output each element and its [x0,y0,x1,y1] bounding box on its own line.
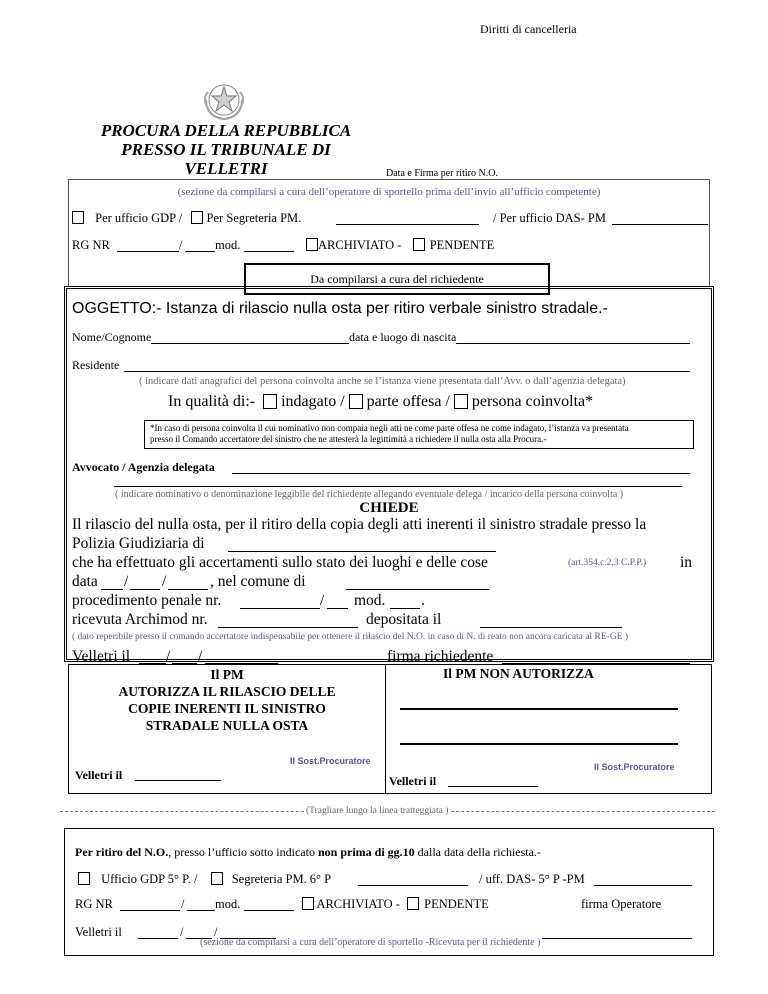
velletri-right-field[interactable] [448,786,538,787]
velletri-right-label: Velletri il [389,774,437,788]
chiede-heading: CHIEDE [359,500,419,516]
office-line-2: PRESSO IL TRIBUNALE DI [121,140,331,159]
data-firma-label: Data e Firma per ritiro N.O. [386,168,498,179]
emblem-icon [200,78,248,122]
receipt-rg-label: RG NR [75,897,113,911]
mod-label: mod. [215,238,241,252]
art-note: (art.354,c.2,3 C.P.P.) [568,558,647,568]
receipt-velletri-label: Velletri il [75,925,122,939]
receipt-velletri-slash-2: / [214,925,218,939]
receipt-rg-slash: / [181,897,185,911]
paragraph-line-1: Il rilascio del nulla osta, per il ritiro della copia degli atti inerenti il sinistro stradale presso la [72,516,647,533]
operator-note: (sezione da compilarsi a cura dell’operatore di sportello prima dell’invio all’ufficio competente) [177,186,601,198]
segreteria-field[interactable] [336,224,479,225]
nascita-field[interactable] [456,343,690,344]
data-slash-1: / [124,573,129,590]
receipt-das-label: / uff. DAS- 5° P -PM [479,872,585,886]
archimod-label: ricevuta Archimod nr. [72,611,208,628]
data-field-month[interactable] [130,589,160,590]
nascita-label: data e luogo di nascita [349,330,457,344]
pm-deny-line-1[interactable] [400,708,678,710]
pm-authorize-text [68,666,386,734]
depositata-field[interactable] [480,627,622,628]
rg-nr-field-2[interactable] [185,251,215,252]
receipt-segreteria-checkbox[interactable] [211,872,223,885]
receipt-archiviato-checkbox[interactable] [302,897,314,910]
office-line-1: PROCURA DELLA REPUBBLICA [100,121,352,140]
diritti-cancelleria: Diritti di cancelleria [480,22,577,36]
das-field[interactable] [612,224,708,225]
avvocato-label: Avvocato / Agenzia delegata [72,460,215,474]
mod-dot: . [421,592,425,609]
residente-field[interactable] [124,371,690,372]
comune-label: , nel comune di [210,573,306,590]
archiviato-label: ARCHIVIATO - [318,238,402,252]
persona-coinvolta-label: persona coinvolta* [471,393,594,410]
parte-offesa-checkbox[interactable] [349,394,363,409]
gdp-checkbox[interactable] [72,211,84,224]
depositata-label: depositata il [366,611,442,628]
oggetto-title: OGGETTO:- Istanza di rilascio nulla osta per ritiro verbale sinistro stradale.- [72,300,608,317]
indagato-checkbox[interactable] [263,394,277,409]
pm-left-title: Il PM [210,667,244,682]
segreteria-checkbox[interactable] [191,211,203,224]
paragraph-line-3: che ha effettuato gli accertamenti sullo stato dei luoghi e delle cose [72,554,488,571]
office-line-3: VELLETRI [184,159,268,178]
velletri-slash-2: / [198,648,203,665]
firma-operatore-field[interactable] [542,938,692,939]
receipt-office-row [78,872,331,887]
procedimento-label: procedimento penale nr. [72,592,222,609]
footnote-text [150,423,629,445]
velletri-left-label: Velletri il [75,768,123,782]
footnote-line-1: *In caso di persona coinvolta il cui nominativo non compaia negli atti ne come parte offesa ne come indagato, l’istanza va presentata [150,423,629,433]
receipt-velletri-day[interactable] [138,938,178,939]
gdp-label: Per ufficio GDP / [95,211,183,225]
pg-field[interactable] [228,551,496,552]
pendente-checkbox[interactable] [413,238,425,251]
indagato-label: indagato / [281,393,345,410]
data-slash-2: / [162,573,167,590]
pm-right-title: Il PM NON AUTORIZZA [443,666,594,681]
qualita-row [168,393,593,411]
rg-nr-field-1[interactable] [117,251,179,252]
pm-deny-line-2[interactable] [400,743,678,745]
das-label: / Per ufficio DAS- PM [493,211,606,225]
sost-procuratore-left: Il Sost.Procuratore [290,756,371,766]
comune-field[interactable] [346,589,489,590]
operator-office-row [72,211,301,226]
rg-nr-label: RG NR [72,238,110,252]
data-label: data [72,573,98,590]
data-field-day[interactable] [101,589,123,590]
receipt-gdp-checkbox[interactable] [78,872,90,885]
receipt-gdp-label: Ufficio GDP 5° P. / [101,872,198,886]
data-field-year[interactable] [168,589,208,590]
firma-operatore-label: firma Operatore [581,897,662,911]
mod-field[interactable] [244,251,294,252]
ritiro-bold-2: non prima di gg.10 [317,845,415,859]
receipt-status-row [302,897,489,912]
mod-label-main: mod. [354,592,386,609]
office-title [90,121,362,178]
operator-status-row [306,238,494,253]
receipt-rg-field-1[interactable] [120,910,180,911]
pg-label: Polizia Giudiziaria di [72,535,205,552]
velletri-slash-1: / [166,648,171,665]
ritiro-text [75,845,541,860]
in-qualita-label: In qualità di:- [168,393,256,410]
reperibile-note: ( dato reperibile presso il comando accertatore indispensabile per ottenere il rilascio del N.O. in caso di N. di reato non ancora caricata al RE-GE ) [72,632,629,642]
receipt-pendente-label: PENDENTE [424,897,489,911]
receipt-velletri-slash-1: / [180,925,184,939]
anagrafici-note: ( indicare dati anagrafici del persona coinvolta anche se l’istanza viene presentata dall’Avv. o dall’agenzia delegata) [139,376,626,387]
receipt-segreteria-field[interactable] [358,885,468,886]
archimod-field[interactable] [218,627,358,628]
avvocato-field[interactable] [232,473,690,474]
velletri-label-main: Velletri il [72,648,131,665]
receipt-rg-field-2[interactable] [187,910,215,911]
archiviato-checkbox[interactable] [306,238,318,251]
mod-field-main[interactable] [390,608,420,609]
pm-left-line-1: AUTORIZZA IL RILASCIO DELLE [118,684,336,699]
receipt-das-field[interactable] [594,885,692,886]
receipt-segreteria-label: Segreteria PM. 6° P [231,872,332,886]
segreteria-label: Per Segreteria PM. [206,211,302,225]
procedimento-field[interactable] [240,608,320,609]
receipt-mod-label: mod. [215,897,241,911]
receipt-mod-field[interactable] [244,910,294,911]
pm-left-line-3: STRADALE NULLA OSTA [145,718,309,733]
procedimento-slash: / [320,592,325,609]
pm-left-line-2: COPIE INERENTI IL SINISTRO [128,701,326,716]
ritiro-text-2: , presso l’ufficio sotto indicato [168,845,318,859]
footnote-line-2: presso il Comando accertatore del sinistro che ne attesterà la legittimità a richiedere il nulla osta alla Procura.- [150,434,547,444]
avvocato-note: ( indicare nominativo o denominazione leggibile del richiedente allegando eventuale delega / incarico della persona coinvolta ) [115,489,624,500]
procedimento-year-field[interactable] [327,608,348,609]
avvocato-field-2[interactable] [114,486,682,487]
ritiro-bold-1: Per ritiro del N.O. [75,845,169,859]
sost-procuratore-right: Il Sost.Procuratore [594,762,675,772]
receipt-pendente-checkbox[interactable] [407,897,419,910]
cut-line-note: (Tragliare lungo la linea tratteggiata ) [306,806,449,816]
parte-offesa-label: parte offesa / [366,393,450,410]
firma-richiedente-label: firma richiedente [387,648,494,665]
pendente-label: PENDENTE [429,238,495,252]
richiedente-tab-label: Da compilarsi a cura del richiedente [310,272,484,286]
rg-slash: / [179,238,183,252]
in-word: in [680,554,693,571]
nome-label: Nome/Cognome [72,330,152,344]
velletri-left-field[interactable] [135,780,221,781]
ritiro-text-3: dalla data della richiesta.- [414,845,541,859]
nome-field[interactable] [151,343,349,344]
receipt-archiviato-label: ARCHIVIATO - [316,897,400,911]
persona-coinvolta-checkbox[interactable] [454,394,468,409]
residente-label: Residente [72,358,120,372]
receipt-note: (sezione da compilarsi a cura dell’operatore di sportello -Ricevuta per il richiedente ) [200,937,541,948]
